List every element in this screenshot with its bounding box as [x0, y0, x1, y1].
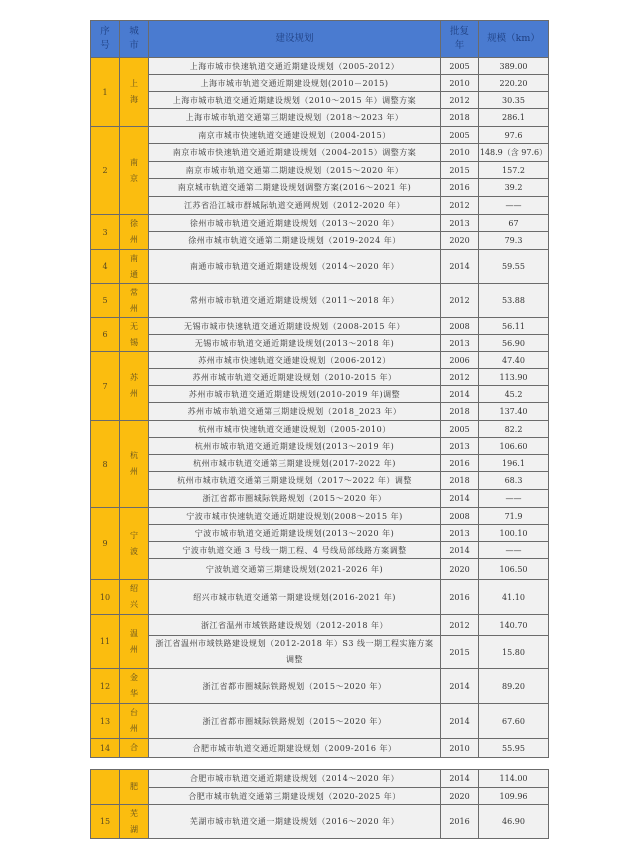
length-km: 30.35: [479, 92, 549, 109]
plan-name: 徐州市城市轨道交通第二期建设规划（2019-2024 年）: [149, 232, 441, 250]
length-km: 47.40: [479, 352, 549, 369]
table-row: [91, 352, 549, 369]
city-name: 无锡: [120, 318, 149, 352]
plan-name: 浙江省温州市域铁路建设规划（2012-2018 年）: [149, 615, 441, 636]
plan-name: 南京城市轨道交通第二期建设规划调整方案(2016～2021 年): [149, 179, 441, 197]
approval-year: 2005: [441, 127, 479, 144]
approval-year: 2005: [441, 421, 479, 438]
length-km: 114.00: [479, 770, 549, 788]
approval-year: 2015: [441, 636, 479, 669]
row-index: 12: [91, 669, 120, 704]
table-row: [91, 127, 549, 144]
length-km: 89.20: [479, 669, 549, 704]
row-index: 4: [91, 250, 120, 284]
table-row: [91, 770, 549, 788]
approval-year: 2013: [441, 335, 479, 352]
length-km: 140.70: [479, 615, 549, 636]
length-km: 53.88: [479, 284, 549, 318]
plan-name: 无锡市城市快速轨道交通近期建设规划（2008-2015 年）: [149, 318, 441, 335]
row-index: 8: [91, 421, 120, 508]
header-length: 规模（km）: [479, 21, 549, 58]
plan-name: 合肥市城市轨道交通第三期建设规划（2020-2025 年）: [149, 788, 441, 805]
plan-name: 杭州市城市轨道交通第三期建设规划(2017-2022 年): [149, 455, 441, 472]
approval-year: 2014: [441, 704, 479, 739]
length-km: 113.90: [479, 369, 549, 386]
plan-name: 合肥市城市轨道交通近期建设规划（2009-2016 年）: [149, 739, 441, 758]
approval-year: 2016: [441, 580, 479, 615]
approval-year: 2010: [441, 739, 479, 758]
plan-name: 南通市城市轨道交通近期建设规划（2014～2020 年）: [149, 250, 441, 284]
plan-name: 杭州市城市快速轨道交通建设规划（2005-2010）: [149, 421, 441, 438]
table-row: [91, 335, 549, 352]
approval-year: 2012: [441, 369, 479, 386]
plan-name: 徐州市城市轨道交通近期建设规划（2013～2020 年）: [149, 215, 441, 232]
length-km: 67.60: [479, 704, 549, 739]
plan-name: 上海市城市快速轨道交通近期建设规划（2005-2012）: [149, 58, 441, 75]
city-name: 芜湖: [120, 805, 149, 839]
city-name: 肥: [120, 770, 149, 805]
plan-name: 上海市城市轨道交通近期建设规划（2010～2015 年）调整方案: [149, 92, 441, 109]
row-index: 14: [91, 739, 120, 758]
table-header-row: [91, 21, 549, 58]
approval-year: 2014: [441, 250, 479, 284]
table-row: [91, 739, 549, 758]
approval-year: 2010: [441, 144, 479, 162]
header-plan: 建设规划: [149, 21, 441, 58]
plan-name: 宁波市城市快速轨道交通近期建设规划(2008～2015 年): [149, 508, 441, 525]
table-row: [91, 438, 549, 455]
city-name: 台州: [120, 704, 149, 739]
plan-name: 常州市城市轨道交通近期建设规划（2011～2018 年）: [149, 284, 441, 318]
table-row: [91, 580, 549, 615]
approval-year: 2008: [441, 508, 479, 525]
approval-year: 2014: [441, 669, 479, 704]
row-index: [91, 770, 120, 805]
plan-name: 南京市城市快速轨道交通近期建设规划（2004-2015）调整方案: [149, 144, 441, 162]
row-index: 1: [91, 58, 120, 127]
row-index: 6: [91, 318, 120, 352]
length-km: ——: [479, 542, 549, 559]
table-row: [91, 215, 549, 232]
approval-year: 2020: [441, 559, 479, 580]
plan-name: 宁波市城市轨道交通近期建设规划(2013～2020 年): [149, 525, 441, 542]
table-row: [91, 232, 549, 250]
approval-year: 2005: [441, 58, 479, 75]
plan-name: 苏州市城市轨道交通近期建设规划(2010-2019 年)调整: [149, 386, 441, 403]
length-km: 196.1: [479, 455, 549, 472]
approval-year: 2016: [441, 805, 479, 839]
plan-name: 杭州市城市轨道交通第三期建设规划（2017～2022 年）调整: [149, 472, 441, 490]
length-km: 148.9（含 97.6）: [479, 144, 549, 162]
length-km: 55.95: [479, 739, 549, 758]
approval-year: 2014: [441, 770, 479, 788]
approval-year: 2018: [441, 109, 479, 127]
plan-name: 合肥市城市轨道交通近期建设规划（2014～2020 年）: [149, 770, 441, 788]
plan-name: 杭州市城市轨道交通近期建设规划(2013～2019 年): [149, 438, 441, 455]
approval-year: 2006: [441, 352, 479, 369]
table-row: [91, 508, 549, 525]
table-row: [91, 179, 549, 197]
row-index: 15: [91, 805, 120, 839]
table-row: [91, 559, 549, 580]
table-row: [91, 615, 549, 636]
length-km: 157.2: [479, 162, 549, 179]
approval-year: 2020: [441, 232, 479, 250]
city-name: 上海: [120, 58, 149, 127]
plan-name: 宁波市轨道交通 3 号线一期工程、4 号线局部线路方案调整: [149, 542, 441, 559]
length-km: ——: [479, 490, 549, 508]
length-km: 39.2: [479, 179, 549, 197]
approval-year: 2012: [441, 92, 479, 109]
length-km: 67: [479, 215, 549, 232]
length-km: 137.40: [479, 403, 549, 421]
length-km: 82.2: [479, 421, 549, 438]
plan-name: 上海市城市轨道交通第三期建设规划（2018～2023 年）: [149, 109, 441, 127]
row-index: 9: [91, 508, 120, 580]
plan-name: 绍兴市城市轨道交通第一期建设规划(2016-2021 年): [149, 580, 441, 615]
length-km: 56.11: [479, 318, 549, 335]
length-km: 109.96: [479, 788, 549, 805]
plan-name: 苏州市城市快速轨道交通建设规划（2006-2012）: [149, 352, 441, 369]
table-row: [91, 403, 549, 421]
approval-year: 2016: [441, 179, 479, 197]
plan-table: [90, 20, 549, 758]
approval-year: 2012: [441, 284, 479, 318]
length-km: ——: [479, 197, 549, 215]
table-row: [91, 144, 549, 162]
table-row: [91, 636, 549, 669]
plan-name: 浙江省温州市域铁路建设规划（2012-2018 年）S3 线一期工程实施方案调整: [149, 636, 441, 669]
plan-name: 浙江省都市圈城际铁路规划（2015～2020 年）: [149, 490, 441, 508]
table-row: [91, 788, 549, 805]
city-name: 徐州: [120, 215, 149, 250]
header-year: 批复年: [441, 21, 479, 58]
length-km: 106.50: [479, 559, 549, 580]
row-index: 13: [91, 704, 120, 739]
plan-name: 浙江省都市圈城际铁路规划（2015～2020 年）: [149, 704, 441, 739]
table-row: [91, 162, 549, 179]
length-km: 100.10: [479, 525, 549, 542]
length-km: 56.90: [479, 335, 549, 352]
table-row: [91, 525, 549, 542]
approval-year: 2012: [441, 197, 479, 215]
length-km: 389.00: [479, 58, 549, 75]
table-row: [91, 369, 549, 386]
length-km: 68.3: [479, 472, 549, 490]
city-name: 温州: [120, 615, 149, 669]
table-row: [91, 109, 549, 127]
plan-name: 南京市城市快速轨道交通建设规划（2004-2015）: [149, 127, 441, 144]
table-row: [91, 472, 549, 490]
plan-name: 芜湖市城市轨道交通一期建设规划（2016～2020 年）: [149, 805, 441, 839]
row-index: 10: [91, 580, 120, 615]
table-row: [91, 455, 549, 472]
approval-year: 2020: [441, 788, 479, 805]
city-name: 杭州: [120, 421, 149, 508]
plan-name: 苏州市城市轨道交通第三期建设规划（2018_2023 年）: [149, 403, 441, 421]
city-name: 常州: [120, 284, 149, 318]
length-km: 41.10: [479, 580, 549, 615]
plan-name: 江苏省沿江城市群城际轨道交通网规划（2012-2020 年）: [149, 197, 441, 215]
approval-year: 2013: [441, 525, 479, 542]
city-name: 金华: [120, 669, 149, 704]
approval-year: 2018: [441, 403, 479, 421]
approval-year: 2012: [441, 615, 479, 636]
table-row: [91, 58, 549, 75]
table-row: [91, 805, 549, 839]
city-name: 南京: [120, 127, 149, 215]
city-name: 苏州: [120, 352, 149, 421]
approval-year: 2015: [441, 162, 479, 179]
length-km: 71.9: [479, 508, 549, 525]
table-row: [91, 284, 549, 318]
table-row: [91, 669, 549, 704]
city-name: 合: [120, 739, 149, 758]
row-index: 5: [91, 284, 120, 318]
plan-name: 宁波轨道交通第三期建设规划(2021-2026 年): [149, 559, 441, 580]
approval-year: 2018: [441, 472, 479, 490]
table-row: [91, 250, 549, 284]
length-km: 45.2: [479, 386, 549, 403]
length-km: 220.20: [479, 75, 549, 92]
row-index: 11: [91, 615, 120, 669]
length-km: 79.3: [479, 232, 549, 250]
plan-name: 无锡市城市轨道交通近期建设规划(2013～2018 年): [149, 335, 441, 352]
plan-name: 上海市城市轨道交通近期建设规划(2010－2015): [149, 75, 441, 92]
row-index: 7: [91, 352, 120, 421]
length-km: 15.80: [479, 636, 549, 669]
approval-year: 2014: [441, 490, 479, 508]
plan-name: 浙江省都市圈城际铁路规划（2015～2020 年）: [149, 669, 441, 704]
approval-year: 2008: [441, 318, 479, 335]
approval-year: 2013: [441, 215, 479, 232]
table-row: [91, 490, 549, 508]
length-km: 46.90: [479, 805, 549, 839]
plan-name: 苏州市城市轨道交通近期建设规划（2010-2015 年）: [149, 369, 441, 386]
length-km: 286.1: [479, 109, 549, 127]
row-index: 2: [91, 127, 120, 215]
table-row: [91, 386, 549, 403]
header-index: 序号: [91, 21, 120, 58]
header-city: 城市: [120, 21, 149, 58]
table-row: [91, 92, 549, 109]
city-name: 绍兴: [120, 580, 149, 615]
approval-year: 2014: [441, 542, 479, 559]
city-name: 南通: [120, 250, 149, 284]
approval-year: 2014: [441, 386, 479, 403]
table-row: [91, 421, 549, 438]
length-km: 97.6: [479, 127, 549, 144]
table-row: [91, 704, 549, 739]
length-km: 59.55: [479, 250, 549, 284]
table-row: [91, 75, 549, 92]
table-row: [91, 542, 549, 559]
approval-year: 2010: [441, 75, 479, 92]
plan-name: 南京市城市轨道交通第二期建设规划（2015～2020 年）: [149, 162, 441, 179]
row-index: 3: [91, 215, 120, 250]
plan-table-continued: [90, 769, 549, 839]
table-row: [91, 197, 549, 215]
approval-year: 2016: [441, 455, 479, 472]
length-km: 106.60: [479, 438, 549, 455]
city-name: 宁波: [120, 508, 149, 580]
table-row: [91, 318, 549, 335]
approval-year: 2013: [441, 438, 479, 455]
